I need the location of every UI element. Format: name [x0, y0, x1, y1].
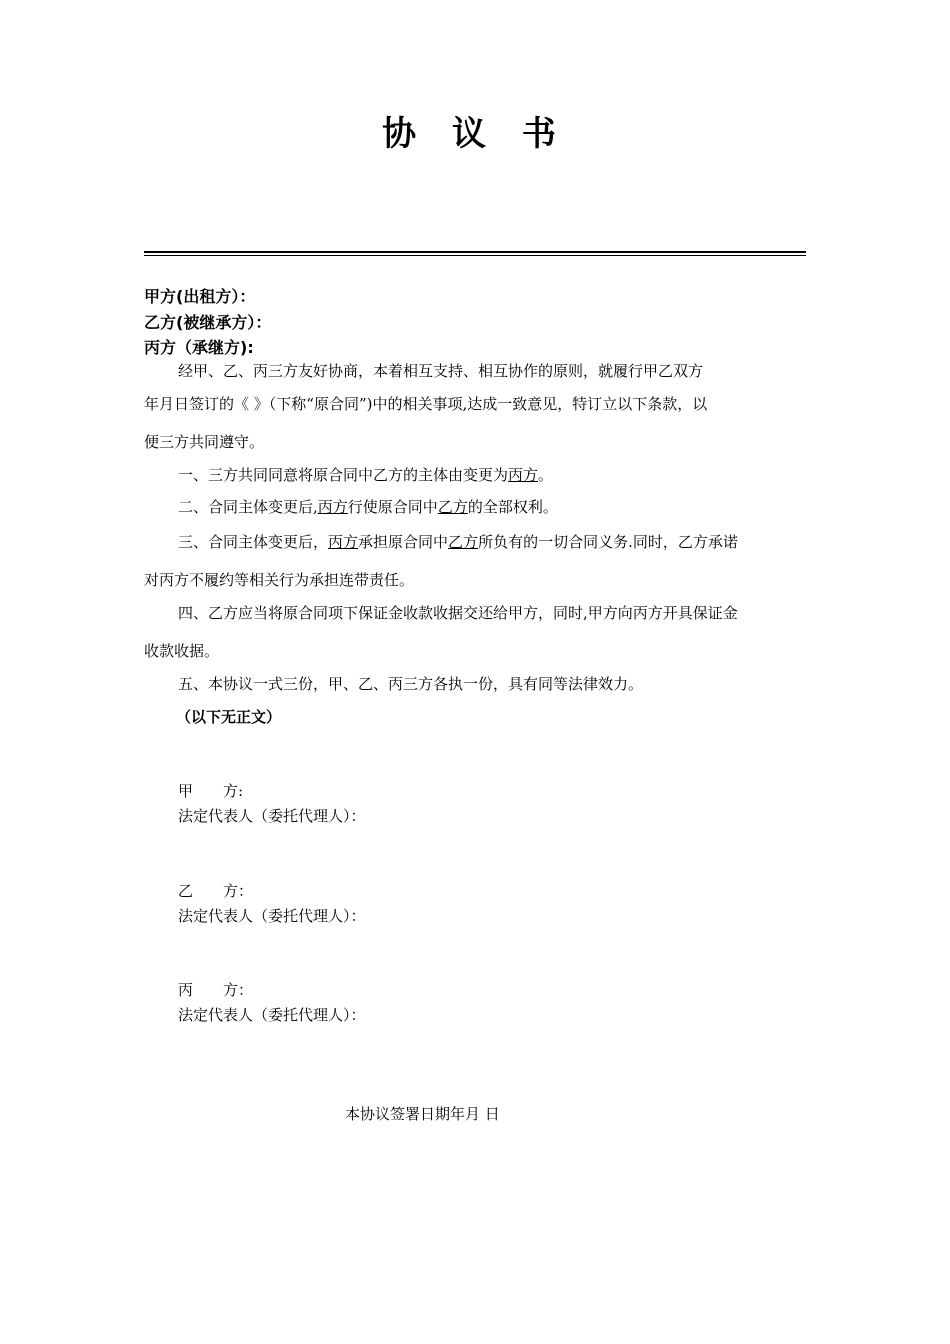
header-rule-thick — [144, 251, 806, 253]
signature-party-b: 乙 方： — [178, 882, 254, 900]
intro-line-1: 经甲、乙、丙三方友好协商，本着相互支持、相互协作的原则，就履行甲乙双方 — [178, 362, 704, 380]
clause-5: 五、本协议一式三份，甲、乙、丙三方各执一份，具有同等法律效力。 — [178, 675, 644, 693]
party-c-label: 丙方（承继方): — [144, 338, 254, 357]
signature-party-b-rep: 法定代表人（委托代理人）： — [178, 907, 366, 925]
clause-1-text: 一、三方共同同意将原合同中乙方的主体由变更为 — [178, 466, 509, 484]
clause-3-text-c: 所负有的一切合同义务.同时，乙方承诺 — [478, 533, 738, 551]
clause-2-party-c: 丙方 — [317, 498, 348, 516]
clause-1-end: 。 — [538, 466, 554, 484]
intro-line-2: 年月日签订的《 》（下称“原合同”)中的相关事项,达成一致意见，特订立以下条款，以 — [144, 395, 708, 413]
clause-3-party-b: 乙方 — [448, 533, 479, 551]
clause-2-text-a: 二、合同主体变更后, — [178, 498, 318, 516]
signature-party-a-rep: 法定代表人（委托代理人）： — [178, 807, 366, 825]
clause-2-text-b: 行使原合同中 — [347, 498, 438, 516]
clause-4-line-2: 收款收据。 — [144, 642, 220, 660]
clause-2 — [178, 496, 558, 517]
signature-party-c-rep: 法定代表人（委托代理人）： — [178, 1006, 366, 1024]
clause-1-party-c: 丙方 — [508, 466, 539, 484]
intro-line-3: 便三方共同遵守。 — [144, 433, 265, 451]
clause-2-text-c: 的全部权利。 — [467, 498, 558, 516]
clause-4-line-1: 四、乙方应当将原合同项下保证金收款收据交还给甲方，同时,甲方向丙方开具保证金 — [178, 604, 738, 622]
party-b-label: 乙方(被继承方）： — [144, 313, 272, 332]
signing-date: 本协议签署日期年月 日 — [345, 1105, 500, 1123]
clause-3-text-a: 三、合同主体变更后， — [178, 533, 329, 551]
party-a-label: 甲方(出租方）： — [144, 287, 256, 306]
clause-3-line-2: 对丙方不履约等相关行为承担连带责任。 — [144, 571, 415, 589]
clause-3-line-1 — [178, 531, 738, 552]
signature-party-c: 丙 方： — [178, 981, 254, 999]
clause-3-text-b: 承担原合同中 — [358, 533, 449, 551]
clause-2-party-b: 乙方 — [437, 498, 468, 516]
header-rule-thin — [144, 255, 806, 256]
clause-1 — [178, 464, 553, 485]
document-title: 协 议 书 — [382, 114, 568, 154]
clause-3-party-c: 丙方 — [328, 533, 359, 551]
end-of-text-note: （以下无正文） — [176, 708, 282, 726]
signature-party-a: 甲 方: — [178, 782, 244, 800]
